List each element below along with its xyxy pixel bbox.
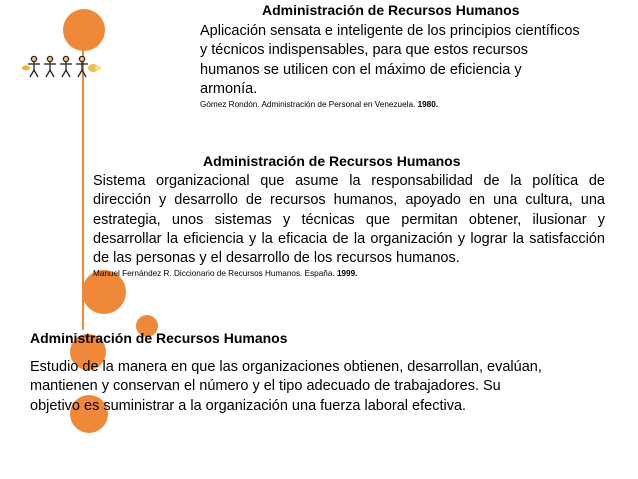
block3-line-2: mantienen y conservan el número y el tipo adecuado de trabajadores. Su xyxy=(30,378,501,395)
block1-citation xyxy=(200,99,630,111)
people-clipart-icon xyxy=(22,54,102,80)
block3-body xyxy=(30,358,630,416)
block2-body xyxy=(93,172,605,280)
block2-title: Administración de Recursos Humanos xyxy=(203,153,461,169)
block2-citation xyxy=(93,268,605,280)
block1-citation-year: 1980. xyxy=(417,100,439,110)
block1-body xyxy=(200,22,630,111)
block3-line-1: Estudio de la manera en que las organizaciones obtienen, desarrollan, evalúan, xyxy=(30,359,542,375)
block3-title: Administración de Recursos Humanos xyxy=(30,330,288,346)
block2-text: Sistema organizacional que asume la responsabilidad de la política de dirección y desarrollo de recursos humanos, apoyado en una cultura, una estrategia, unos sistemas y técnicas que permitan obtener, ilusionar y desarrollar la eficiencia y la eficacia de la organización y lograr la satisfacción de las personas y el desarrollo de los recursos humanos. xyxy=(93,173,605,267)
block2-citation-text: Manuel Fernández R. Diccionario de Recursos Humanos. España. xyxy=(93,269,335,279)
block2-citation-year: 1999. xyxy=(336,269,358,279)
block1-line-4: armonía. xyxy=(200,80,258,97)
decorative-dot-top xyxy=(63,9,105,51)
block3-line-3: objetivo es suministrar a la organización una fuerza laboral efectiva. xyxy=(30,397,467,414)
block1-line-2: y técnicos indispensables, para que estos recursos xyxy=(200,42,529,59)
block1-line-1: Aplicación sensata e inteligente de los principios científicos xyxy=(200,23,580,39)
block1-title: Administración de Recursos Humanos xyxy=(262,2,520,18)
block1-citation-text: Gómez Rondón. Administración de Personal en Venezuela. xyxy=(200,100,416,110)
block1-line-3: humanos se utilicen con el máximo de eficiencia y xyxy=(200,61,522,78)
